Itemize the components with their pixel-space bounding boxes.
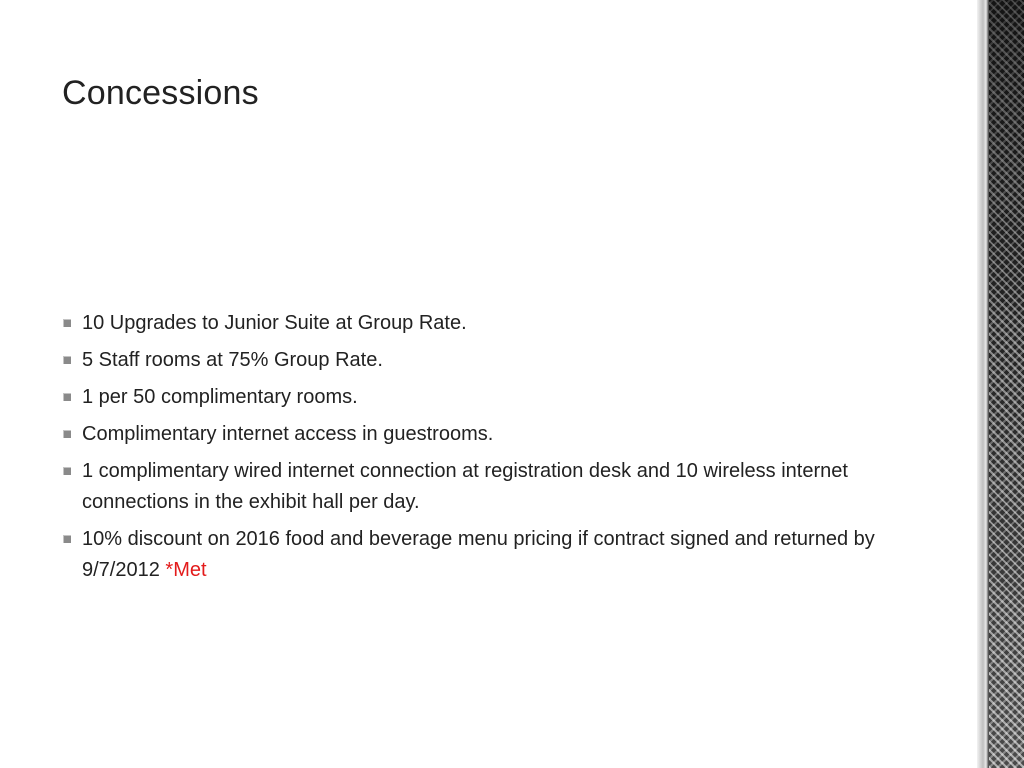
bullet-text: Complimentary internet access in guestrooms.: [82, 423, 494, 445]
square-bullet-icon: [63, 430, 71, 438]
list-item: [62, 382, 922, 413]
slide-title: Concessions: [62, 74, 259, 112]
square-bullet-icon: [63, 535, 71, 543]
list-item: [62, 456, 922, 518]
square-bullet-icon: [63, 393, 71, 401]
list-item: [62, 308, 922, 339]
bullet-text: 1 per 50 complimentary rooms.: [82, 386, 358, 408]
met-status-highlight: *Met: [165, 559, 207, 581]
bullet-text: 10% discount on 2016 food and beverage menu pricing if contract signed and returned by 9/7/2012: [82, 528, 875, 581]
bullet-text: 1 complimentary wired internet connection at registration desk and 10 wireless internet connections in the exhibit hall per day.: [82, 460, 848, 513]
bullet-text: 10 Upgrades to Junior Suite at Group Rate.: [82, 312, 467, 334]
list-item: [62, 419, 922, 450]
bullet-text: 5 Staff rooms at 75% Group Rate.: [82, 349, 383, 371]
square-bullet-icon: [63, 356, 71, 364]
side-strip-shading: [989, 0, 1024, 768]
list-item: [62, 524, 922, 586]
square-bullet-icon: [63, 319, 71, 327]
bullet-list: [62, 308, 922, 592]
decorative-side-strip: [977, 0, 1024, 768]
square-bullet-icon: [63, 467, 71, 475]
list-item: [62, 345, 922, 376]
